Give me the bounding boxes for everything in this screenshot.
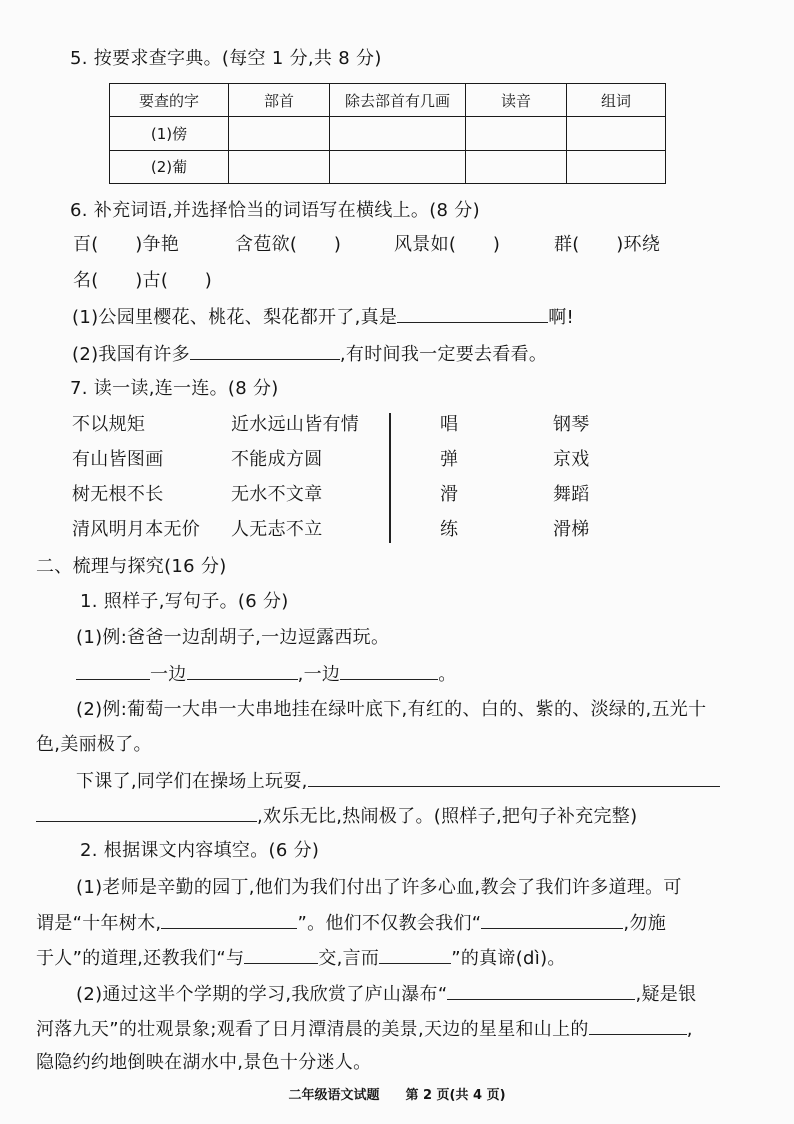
answer-blank[interactable]: [481, 911, 623, 929]
answer-cell[interactable]: [567, 117, 666, 150]
answer-blank[interactable]: [447, 982, 635, 1000]
match-item[interactable]: 弹: [440, 449, 459, 470]
match-item[interactable]: 无水不文章: [231, 484, 323, 505]
match-item[interactable]: 有山皆图画: [72, 449, 164, 470]
fill-sentence-2-line-1: [76, 769, 720, 794]
q5-title: 5. 按要求查字典。(每空 1 分,共 8 分): [70, 48, 382, 69]
section-2-title: 二、梳理与探究(16 分): [36, 556, 227, 577]
match-item[interactable]: 不能成方圆: [231, 449, 323, 470]
passage-b-line-3: 隐隐约约地倒映在湖水中,景色十分迷人。: [36, 1052, 372, 1073]
match-item[interactable]: 舞蹈: [553, 484, 590, 505]
idiom-2: 含苞欲( ): [235, 234, 342, 255]
answer-blank[interactable]: [379, 946, 451, 964]
s2-q2-title: 2. 根据课文内容填空。(6 分): [80, 840, 320, 861]
table-cell: (1)傍: [110, 117, 229, 150]
sentence-text: ,有时间我一定要去看看。: [339, 344, 548, 365]
match-item[interactable]: 滑梯: [553, 519, 590, 540]
sentence-text: 谓是“十年树木,: [36, 913, 162, 934]
table-cell: (2)葡: [110, 150, 229, 183]
passage-a-line-1: (1)老师是辛勤的园丁,他们为我们付出了许多心血,教会了我们许多道理。可: [76, 877, 682, 898]
match-item[interactable]: 钢琴: [553, 414, 590, 435]
q6-title: 6. 补充词语,并选择恰当的词语写在横线上。(8 分): [70, 200, 480, 221]
dictionary-table: [109, 83, 666, 184]
sentence-text: ,疑是银: [635, 984, 697, 1005]
answer-blank[interactable]: [187, 662, 298, 680]
example-2-line-2: 色,美丽极了。: [36, 734, 152, 755]
sentence-text: ”。他们不仅教会我们“: [297, 913, 482, 934]
answer-blank[interactable]: [308, 769, 720, 787]
answer-blank[interactable]: [397, 305, 548, 323]
table-header: 组词: [567, 84, 666, 117]
table-header: 读音: [466, 84, 567, 117]
q6-sentence-1: [72, 305, 574, 330]
example-1: (1)例:爸爸一边刮胡子,一边逗露西玩。: [76, 627, 390, 648]
s2-q1-title: 1. 照样子,写句子。(6 分): [80, 591, 289, 612]
sentence-text: ”的真谛(dì)。: [451, 948, 566, 969]
table-header-row: [110, 84, 666, 117]
idiom-3: 风景如( ): [394, 234, 501, 255]
fill-sentence-2-line-2: [36, 804, 637, 829]
table-row: [110, 117, 666, 150]
page-footer: 二年级语文试题 第 2 页(共 4 页): [288, 1088, 506, 1103]
example-2-line-1: (2)例:葡萄一大串一大串地挂在绿叶底下,有红的、白的、紫的、淡绿的,五光十: [76, 699, 707, 720]
answer-blank[interactable]: [76, 662, 150, 680]
match-item[interactable]: 唱: [440, 414, 459, 435]
q7-title: 7. 读一读,连一连。(8 分): [70, 378, 279, 399]
passage-a-line-3: [36, 946, 566, 971]
sentence-text: 一边: [150, 664, 187, 685]
sentence-text: (1)公园里樱花、桃花、梨花都开了,真是: [72, 307, 398, 328]
passage-a-line-2: [36, 911, 666, 936]
sentence-text: ,勿施: [623, 913, 667, 934]
passage-b-line-2: [36, 1017, 693, 1042]
sentence-text: ,欢乐无比,热闹极了。(照样子,把句子补充完整): [257, 806, 638, 827]
sentence-text: 下课了,同学们在操场上玩耍,: [76, 771, 308, 792]
idiom-5: 名( )古( ): [73, 270, 213, 291]
answer-cell[interactable]: [466, 150, 567, 183]
sentence-text: ,一边: [297, 664, 341, 685]
answer-cell[interactable]: [567, 150, 666, 183]
match-item[interactable]: 人无志不立: [231, 519, 323, 540]
answer-blank[interactable]: [36, 804, 257, 822]
match-item[interactable]: 京戏: [553, 449, 590, 470]
match-item[interactable]: 不以规矩: [72, 414, 146, 435]
match-item[interactable]: 练: [440, 519, 459, 540]
sentence-text: 河落九天”的壮观景象;观看了日月潭清晨的美景,天边的星星和山上的: [36, 1019, 589, 1040]
answer-blank[interactable]: [190, 342, 340, 360]
table-header: 要查的字: [110, 84, 229, 117]
table-header: 除去部首有几画: [330, 84, 466, 117]
answer-blank[interactable]: [161, 911, 297, 929]
sentence-text: (2)通过这半个学期的学习,我欣赏了庐山瀑布“: [76, 984, 448, 1005]
answer-blank[interactable]: [589, 1017, 687, 1035]
match-item[interactable]: 清风明月本无价: [72, 519, 201, 540]
match-item[interactable]: 树无根不长: [72, 484, 164, 505]
answer-cell[interactable]: [466, 117, 567, 150]
match-item[interactable]: 近水远山皆有情: [231, 414, 360, 435]
answer-cell[interactable]: [229, 150, 330, 183]
match-item[interactable]: 滑: [440, 484, 459, 505]
sentence-text: 。: [438, 664, 457, 685]
sentence-text: 啊!: [548, 307, 575, 328]
answer-cell[interactable]: [330, 150, 466, 183]
q6-sentence-2: [72, 342, 547, 367]
table-row: [110, 150, 666, 183]
idiom-1: 百( )争艳: [73, 234, 180, 255]
sentence-text: ,: [686, 1019, 693, 1040]
answer-blank[interactable]: [244, 946, 318, 964]
fill-sentence-1: [76, 662, 457, 687]
answer-cell[interactable]: [229, 117, 330, 150]
passage-b-line-1: [76, 982, 696, 1007]
sentence-text: (2)我国有许多: [72, 344, 190, 365]
column-divider: [389, 413, 391, 543]
sentence-text: 交,言而: [318, 948, 380, 969]
table-header: 部首: [229, 84, 330, 117]
idiom-4: 群( )环绕: [554, 234, 661, 255]
answer-blank[interactable]: [340, 662, 438, 680]
answer-cell[interactable]: [330, 117, 466, 150]
sentence-text: 于人”的道理,还教我们“与: [36, 948, 245, 969]
